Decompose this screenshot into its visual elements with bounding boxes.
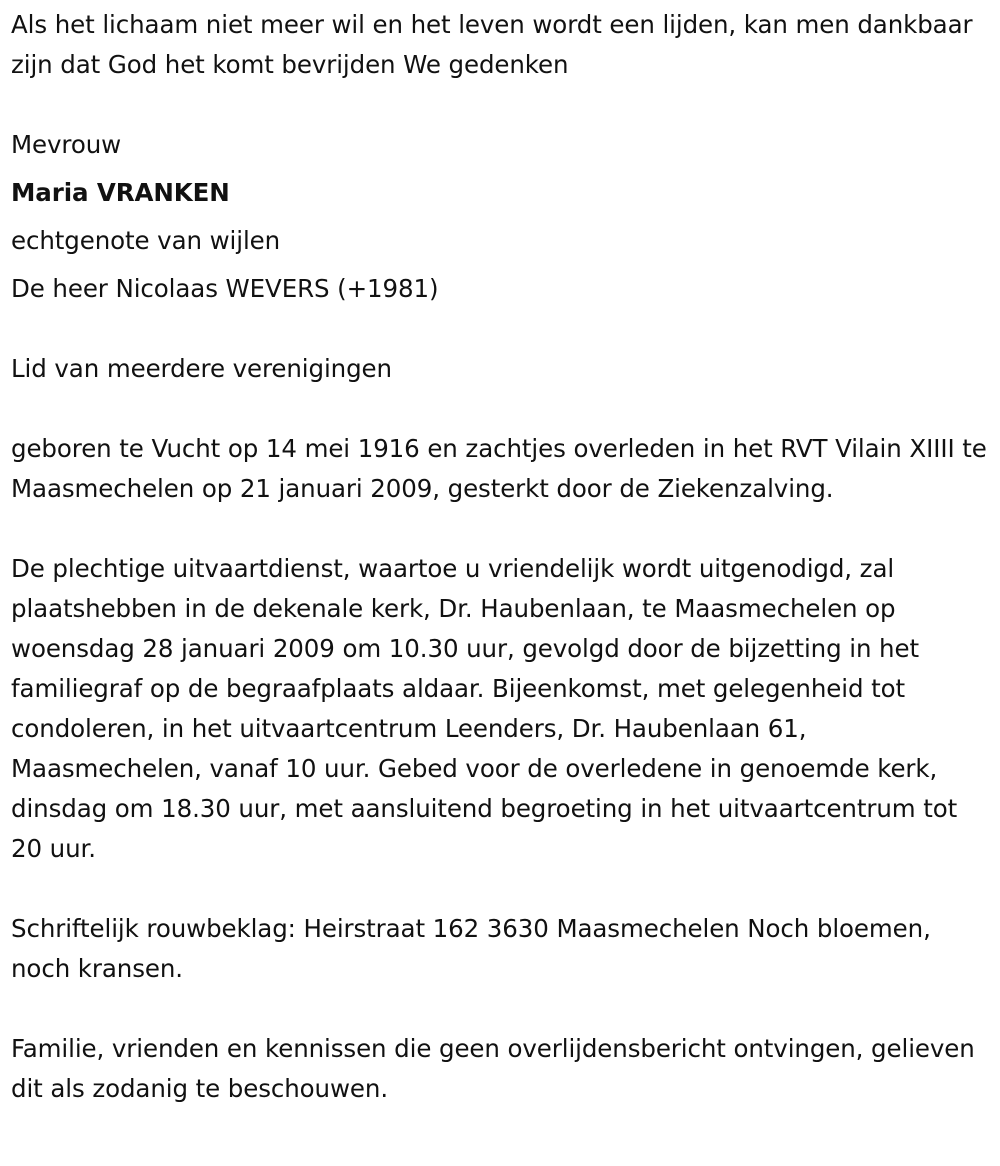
closing-text: Familie, vrienden en kennissen die geen overlijdensbericht ontvingen, gelieven dit als zodanig te beschouwen. (11, 1034, 975, 1103)
deceased-name: Maria VRANKEN (11, 178, 230, 207)
condolences-text: Schriftelijk rouwbeklag: Heirstraat 162 3630 Maasmechelen Noch bloemen, noch kransen. (11, 914, 931, 983)
funeral-text: De plechtige uitvaartdienst, waartoe u vriendelijk wordt uitgenodigd, zal plaatshebben in de dekenale kerk, Dr. Haubenlaan, te Maasmechelen op woensdag 28 januari 2009 om 10.30 uur, gevolgd door de bijzetting in het familiegraf op de begraafplaats aldaar. Bijeenkomst, met gelegenheid tot condoleren, in het uitvaartcentrum Leenders, Dr. Haubenlaan 61, Maasmechelen, vanaf 10 uur. Gebed voor de overledene in genoemde kerk, dinsdag om 18.30 uur, met aansluitend begroeting in het uitvaartcentrum tot 20 uur. (11, 554, 958, 863)
spouse-name: De heer Nicolaas WEVERS (+1981) (11, 274, 439, 303)
intro-text: Als het lichaam niet meer wil en het leven wordt een lijden, kan men dankbaar zijn dat God het komt bevrijden We gedenken (11, 10, 973, 79)
title-text: Mevrouw (11, 130, 122, 159)
spouse-label: echtgenote van wijlen (11, 226, 281, 255)
birth-death-text: geboren te Vucht op 14 mei 1916 en zachtjes overleden in het RVT Vilain XIIII te Maasmechelen op 21 januari 2009, gesterkt door de Ziekenzalving. (11, 434, 987, 503)
membership-text: Lid van meerdere verenigingen (11, 354, 392, 383)
